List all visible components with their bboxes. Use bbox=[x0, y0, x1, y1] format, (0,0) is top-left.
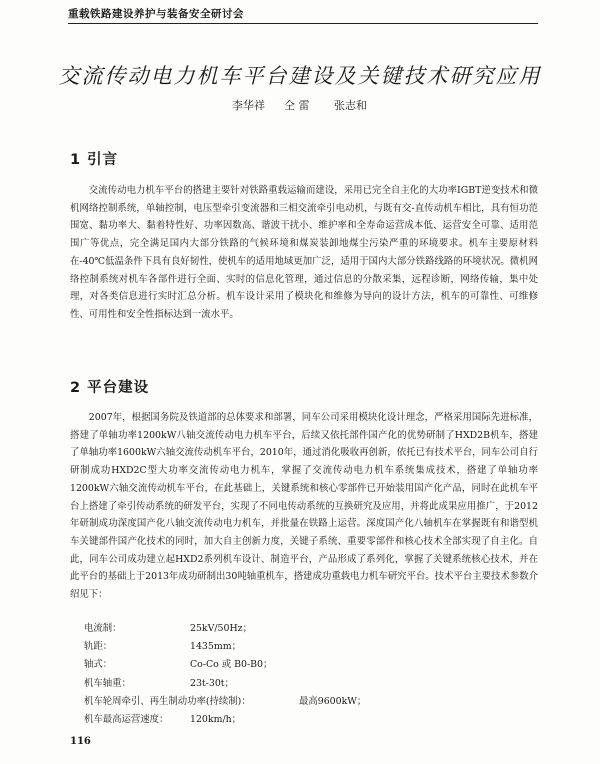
author-name: 仝 雷 bbox=[284, 99, 310, 112]
section-heading-platform: 2 平台建设 bbox=[70, 380, 150, 396]
param-label: 轨距： bbox=[84, 641, 113, 653]
param-label: 电流制： bbox=[84, 623, 122, 634]
param-value: 120km/h； bbox=[190, 713, 242, 725]
param-value: Co-Co 或 B0-B0； bbox=[190, 659, 273, 671]
param-row bbox=[84, 620, 544, 638]
param-label: 机车轴重： bbox=[84, 677, 131, 689]
param-value: 23t-30t； bbox=[190, 677, 234, 689]
param-value: 最高9600kW； bbox=[299, 695, 367, 707]
param-row bbox=[84, 638, 544, 656]
technical-parameters bbox=[84, 620, 544, 729]
param-label: 轴式： bbox=[84, 659, 113, 671]
page-number: 116 bbox=[70, 736, 91, 747]
paper-title: 交流传动电力机车平台建设及关键技术研究应用 bbox=[58, 64, 542, 88]
param-row bbox=[84, 711, 544, 729]
section-heading-introduction: 1 引言 bbox=[70, 152, 119, 168]
param-value: 25kV/50Hz； bbox=[190, 623, 252, 634]
author-name: 张志和 bbox=[334, 99, 367, 112]
introduction-paragraph: 交流传动电力机车平台的搭建主要针对铁路重载运输而建设，采用已完全自主化的大功率IGBT逆变技术和微机网络控制系统，单轴控制，电压型牵引变流器和三相交流牵引电动机，与既有交-直传动机车相比，具有恒功范围宽、黏功率大、黏着特性好、功率因数高、谐波干扰小、维护率和全寿命运营成本低、运营安全可靠、适用范围广等优点，完全满足国内大部分铁路的气候环境和煤炭装卸地煤尘污染严重的环境要求。机车主要原材料在-40℃低温条件下具有良好韧性，使机车的适用地域更加广泛，适用于国内大部分铁路线路的环境状况。微机网络控制系统对机车各部件进行全面、实时的信息化管理，通过信息的分散采集，远程诊断，网络传输，集中处理，对各类信息进行实时汇总分析。机车设计采用了模块化和维修为导向的设计方法，机车的可靠性、可维修性、可用性和安全性指标达到一流水平。 bbox=[70, 185, 538, 320]
author-name: 李华祥 bbox=[232, 99, 265, 112]
param-row bbox=[84, 693, 544, 711]
param-value: 1435mm； bbox=[190, 641, 242, 653]
param-row bbox=[84, 656, 544, 674]
platform-paragraph: 2007年，根据国务院及铁道部的总体要求和部署，同车公司采用模块化设计理念，严格采用国际先进标准，搭建了单轴功率1200kW八轴交流传动电力机车平台，后续又依托部件国产化的优势研制了HXD2B机车，搭建了单轴功率1600kW六轴交流传动机车平台，2010年，通过消化吸收再创新，依托已有技术平台，同车公司自行研制成功HXD2C型大功率交流传动电力机车，掌握了交流传动电力机车系统集成技术，搭建了单轴功率1200kW六轴交流传动机车平台，在此基础上，关键系统和核心零部件已开始装用国产化产品，同时在此机车平台上搭建了牵引传动系统的研发平台，实现了不同电传动系统的互换研究及应用，并将此成果应用推广，于2012年研制成功深度国产化八轴交流传动电力机车，并批量在铁路上运营。深度国产化八轴机车在掌握既有和谐型机车关键部件国产化技术的同时，加大自主创新力度，关键子系统、重要零部件和核心技术全部实现了自主化。自此，同车公司成功建立起HXD2系列机车设计、制造平台，产品形成了系列化，掌握了关键系统核心技术，并在此平台的基础上于2013年成功研制出30吨轴重机车，搭建成功重载电力机车研究平台。技术平台主要技术参数介绍见下： bbox=[70, 412, 538, 601]
running-header: 重载铁路建设养护与装备安全研讨会 bbox=[68, 7, 538, 24]
param-label: 机车轮周牵引、再生制动功率(持续制)： bbox=[84, 695, 251, 707]
param-label: 机车最高运营速度： bbox=[84, 713, 169, 725]
param-row bbox=[84, 675, 544, 693]
